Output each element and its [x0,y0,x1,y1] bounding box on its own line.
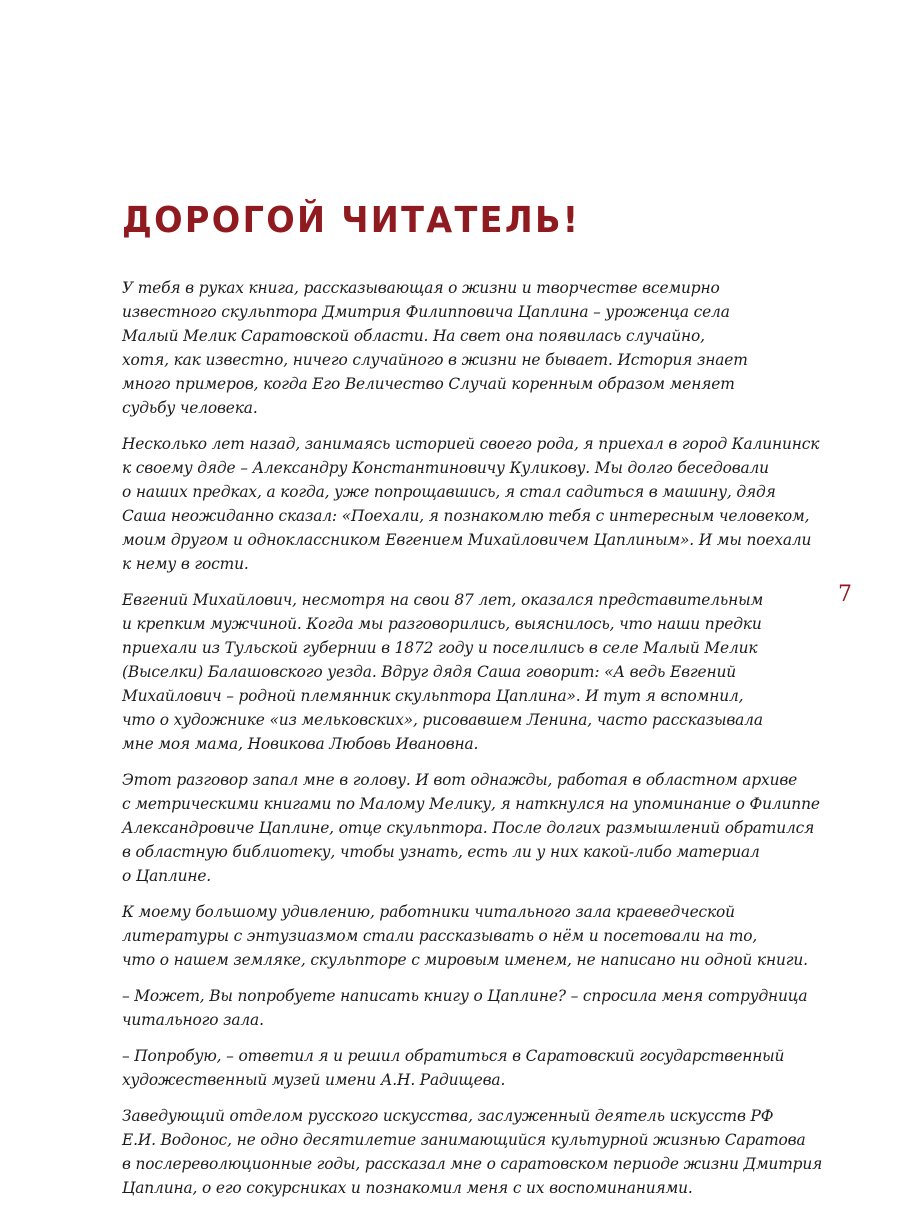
paragraph [122,588,762,756]
text-line: хотя, как известно, ничего случайного в жизни не бывает. История знает [122,351,748,369]
text-line: в послереволюционные годы, рассказал мне о саратовском периоде жизни Дмитрия [122,1155,823,1173]
text-line: – Попробую, – ответил я и решил обратиться в Саратовский государственный [122,1047,785,1065]
text-line: судьбу человека. [122,399,258,417]
text-line: моим другом и одноклассником Евгением Михайловичем Цаплиным». И мы поехали [122,531,812,549]
text-line: – Может, Вы попробуете написать книгу о Цаплине? – спросила меня сотрудница [122,987,808,1005]
page-number: 7 [838,582,852,607]
text-line: Александровиче Цаплине, отце скульптора. После долгих размышлений обратился [122,819,815,837]
text-line: У тебя в руках книга, рассказывающая о жизни и творчестве всемирно [122,279,720,297]
text-line: много примеров, когда Его Величество Случай коренным образом меняет [122,375,735,393]
text-line: к своему дяде – Александру Константиновичу Куликову. Мы долго беседовали [122,459,769,477]
text-line: Малый Мелик Саратовской области. На свет она появилась случайно, [122,327,705,345]
text-line: К моему большому удивлению, работники читального зала краеведческой [122,903,735,921]
text-line: (Выселки) Балашовского уезда. Вдруг дядя Саша говорит: «А ведь Евгений [122,663,736,681]
text-line: Саша неожиданно сказал: «Поехали, я познакомлю тебя с интересным человеком, [122,507,810,525]
paragraph [122,276,762,420]
text-line: Этот разговор запал мне в голову. И вот однажды, работая в областном архиве [122,771,798,789]
text-line: Заведующий отделом русского искусства, заслуженный деятель искусств РФ [122,1107,774,1125]
text-line: о наших предках, а когда, уже попрощавшись, я стал садиться в машину, дядя [122,483,776,501]
text-line: что о художнике «из мельковских», рисовавшем Ленина, часто рассказывала [122,711,763,729]
paragraph [122,432,820,576]
text-line: к нему в гости. [122,555,249,573]
text-line: приехали из Тульской губернии в 1872 году и поселились в селе Малый Мелик [122,639,758,657]
paragraph [122,984,808,1032]
text-line: художественный музей имени А.Н. Радищева. [122,1071,506,1089]
paragraph [122,768,820,888]
text-line: Цаплина, о его сокурсниках и познакомил меня с их воспоминаниями. [122,1179,693,1197]
page-title: ДОРОГОЙ ЧИТАТЕЛЬ! [122,200,581,241]
text-line: читального зала. [122,1011,264,1029]
text-line: Евгений Михайлович, несмотря на свои 87 лет, оказался представительным [122,591,764,609]
text-line: что о нашем земляке, скульпторе с мировым именем, не написано ни одной книги. [122,951,808,969]
text-line: литературы с энтузиазмом стали рассказывать о нём и посетовали на то, [122,927,758,945]
text-line: Несколько лет назад, занимаясь историей своего рода, я приехал в город Калининск [122,435,820,453]
text-line: мне моя мама, Новикова Любовь Ивановна. [122,735,479,753]
text-line: с метрическими книгами по Малому Мелику, я наткнулся на упоминание о Филиппе [122,795,820,813]
text-line: и крепким мужчиной. Когда мы разговорились, выяснилось, что наши предки [122,615,762,633]
text-line: Е.И. Водонос, не одно десятилетие занимающийся культурной жизнью Саратова [122,1131,806,1149]
paragraph [122,1104,823,1200]
text-line: известного скульптора Дмитрия Филипповича Цаплина – уроженца села [122,303,730,321]
body-text [122,276,823,1212]
paragraph [122,1044,785,1092]
text-line: в областную библиотеку, чтобы узнать, есть ли у них какой-либо материал [122,843,760,861]
text-line: о Цаплине. [122,867,212,885]
paragraph [122,900,808,972]
text-line: Михайлович – родной племянник скульптора Цаплина». И тут я вспомнил, [122,687,744,705]
